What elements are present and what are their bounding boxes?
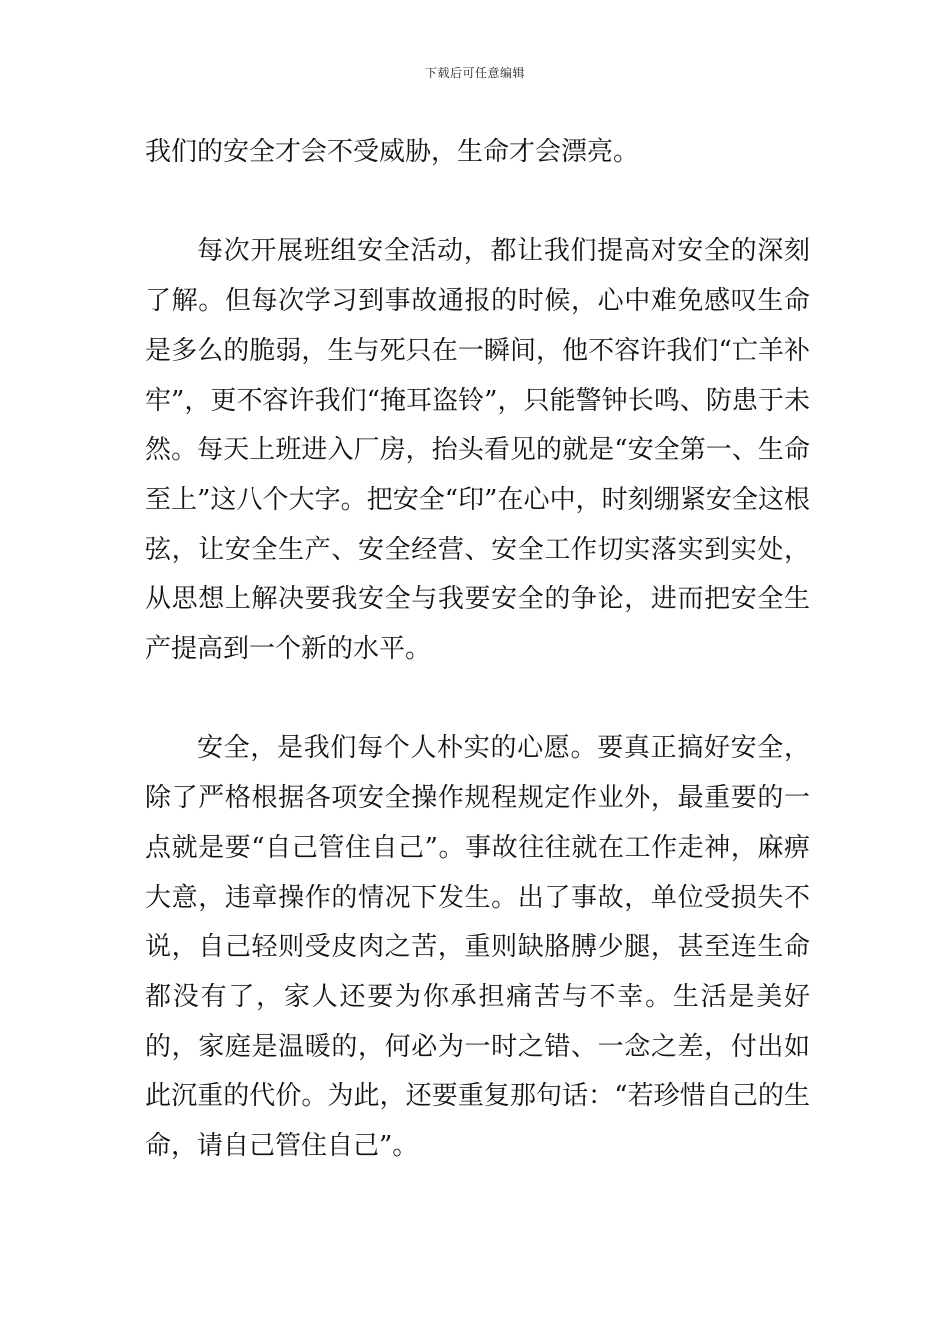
paragraph-safety-activities: 每次开展班组安全活动，都让我们提高对安全的深刻了解。但每次学习到事故通报的时候，心中难免感叹生命是多么的脆弱，生与死只在一瞬间，他不容许我们“亡羊补牢”，更不容许我们“掩耳盗铃”，只能警钟长鸣、防患于未然。每天上班进入厂房，抬头看见的就是“安全第一、生命至上”这八个大字。把安全“印”在心中，时刻绷紧安全这根弦，让安全生产、安全经营、安全工作切实落实到实处，从思想上解决要我安全与我要安全的争论，进而把安全生产提高到一个新的水平。	[145, 236, 810, 665]
paragraph-gap	[145, 178, 810, 228]
document-body	[145, 128, 810, 1172]
paragraph-self-discipline: 安全，是我们每个人朴实的心愿。要真正搞好安全，除了严格根据各项安全操作规程规定作业外，最重要的一点就是要“自己管住自己”。事故往往就在工作走神，麻痹大意，违章操作的情况下发生。出了事故，单位受损失不说，自己轻则受皮肉之苦，重则缺胳膊少腿，甚至连生命都没有了，家人还要为你承担痛苦与不幸。生活是美好的，家庭是温暖的，何必为一时之错、一念之差，付出如此沉重的代价。为此，还要重复那句话：“若珍惜自己的生命，请自己管住自己”。	[145, 733, 810, 1162]
paragraph-gap	[145, 675, 810, 725]
paragraph-continuation: 我们的安全才会不受威胁，生命才会漂亮。	[145, 137, 640, 167]
page-header: 下载后可任意编辑	[424, 66, 525, 80]
